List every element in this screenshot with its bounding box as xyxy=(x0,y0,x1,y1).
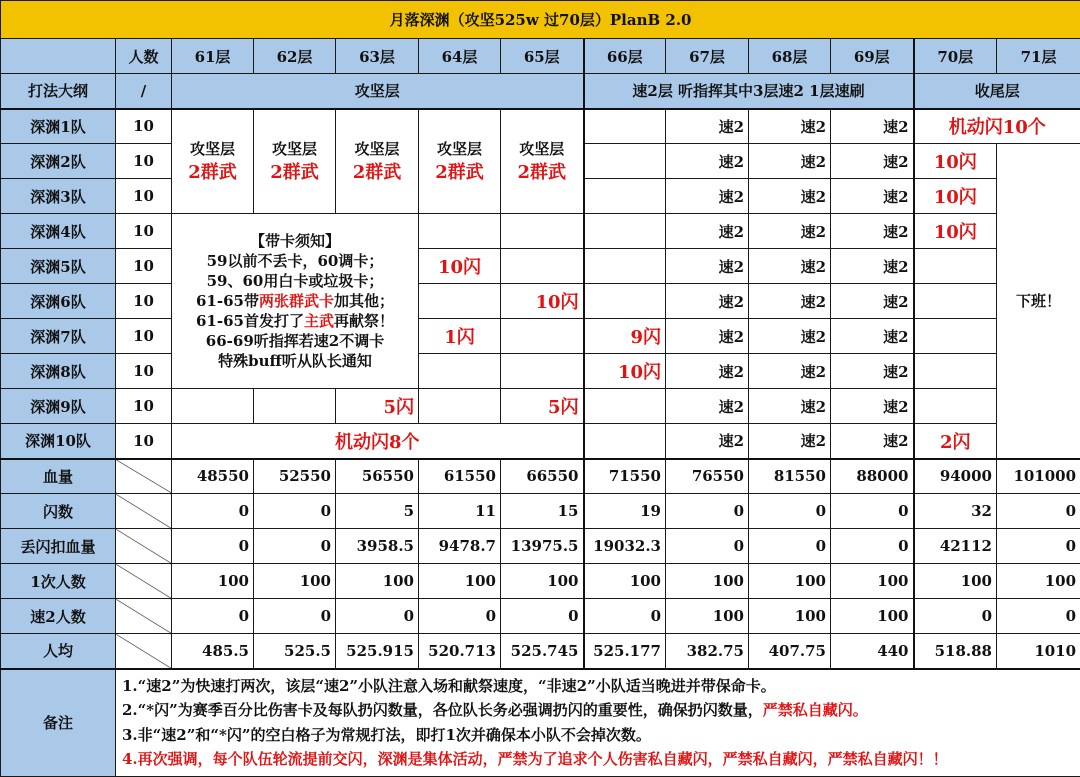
diagonal-cell xyxy=(116,494,172,529)
speed-cell: 速2 xyxy=(666,249,749,284)
cell xyxy=(584,144,666,179)
cell xyxy=(501,354,584,389)
assault-card: 2群武 xyxy=(353,162,402,183)
stat-value: 81550 xyxy=(749,459,831,494)
speed-cell: 速2 xyxy=(749,389,831,424)
stat-value: 9478.7 xyxy=(419,529,501,564)
stat-label: 丢闪扣血量 xyxy=(1,529,116,564)
assault-card: 2群武 xyxy=(270,162,319,183)
stat-value: 525.5 xyxy=(254,634,336,669)
stat-value: 100 xyxy=(749,599,831,634)
speed-cell: 速2 xyxy=(666,214,749,249)
flash-cell: 5闪 xyxy=(501,389,584,424)
corner-cell xyxy=(1,39,116,74)
team-count: 10 xyxy=(116,284,172,319)
stat-value: 100 xyxy=(749,564,831,599)
team-count: 10 xyxy=(116,249,172,284)
stat-value: 42112 xyxy=(914,529,997,564)
speed-cell: 速2 xyxy=(831,389,914,424)
cell xyxy=(254,389,336,424)
stat-value: 100 xyxy=(831,564,914,599)
floor-header: 63层 xyxy=(336,39,419,74)
floor-header: 70层 xyxy=(914,39,997,74)
stat-value: 520.713 xyxy=(419,634,501,669)
stat-value: 440 xyxy=(831,634,914,669)
plan-speed: 速2层 听指挥其中3层速2 1层速刷 xyxy=(584,74,914,109)
stat-value: 0 xyxy=(831,529,914,564)
speed-cell: 速2 xyxy=(666,179,749,214)
stat-value: 0 xyxy=(254,599,336,634)
team-count: 10 xyxy=(116,424,172,459)
team-label: 深渊3队 xyxy=(1,179,116,214)
stat-label: 血量 xyxy=(1,459,116,494)
cell xyxy=(914,354,997,389)
floor-header: 69层 xyxy=(831,39,914,74)
speed-cell: 速2 xyxy=(666,389,749,424)
stat-value: 485.5 xyxy=(172,634,254,669)
speed-cell: 速2 xyxy=(666,109,749,144)
speed-cell: 速2 xyxy=(666,144,749,179)
stat-value: 0 xyxy=(997,494,1080,529)
assault-label: 攻坚层 xyxy=(519,140,564,158)
stat-value: 66550 xyxy=(501,459,584,494)
cell xyxy=(419,389,501,424)
notes-label: 备注 xyxy=(1,669,116,777)
stat-value: 382.75 xyxy=(666,634,749,669)
stat-value: 0 xyxy=(172,529,254,564)
stat-value: 0 xyxy=(749,494,831,529)
stat-value: 94000 xyxy=(914,459,997,494)
stat-value: 48550 xyxy=(172,459,254,494)
plan-assault: 攻坚层 xyxy=(172,74,584,109)
floor-header: 68层 xyxy=(749,39,831,74)
stats-section xyxy=(1,459,1080,669)
team-label: 深渊9队 xyxy=(1,389,116,424)
stat-value: 100 xyxy=(666,564,749,599)
stat-label: 人均 xyxy=(1,634,116,669)
stat-value: 0 xyxy=(997,529,1080,564)
floor-header: 64层 xyxy=(419,39,501,74)
stat-value: 0 xyxy=(914,599,997,634)
stat-value: 100 xyxy=(336,564,419,599)
stat-value: 61550 xyxy=(419,459,501,494)
stat-value: 0 xyxy=(584,599,666,634)
speed-cell: 速2 xyxy=(749,354,831,389)
team-count: 10 xyxy=(116,144,172,179)
stat-value: 525.177 xyxy=(584,634,666,669)
team-label: 深渊2队 xyxy=(1,144,116,179)
stat-value: 88000 xyxy=(831,459,914,494)
note-line: 1.“速2”为快速打两次，该层“速2”小队注意入场和献祭速度，“非速2”小队适当晚进并带保命卡。 xyxy=(122,674,1074,699)
stat-value: 0 xyxy=(419,599,501,634)
stat-value: 71550 xyxy=(584,459,666,494)
off-cell: 下班！ xyxy=(997,144,1080,459)
stat-value: 19 xyxy=(584,494,666,529)
cell xyxy=(419,214,501,249)
team-label: 深渊7队 xyxy=(1,319,116,354)
team-label: 深渊4队 xyxy=(1,214,116,249)
speed-cell: 速2 xyxy=(666,284,749,319)
flash-cell: 1闪 xyxy=(419,319,501,354)
flash-cell: 10闪 xyxy=(419,249,501,284)
stat-value: 0 xyxy=(749,529,831,564)
team-label: 深渊6队 xyxy=(1,284,116,319)
flash-cell: 10闪 xyxy=(914,144,997,179)
floor-header: 71层 xyxy=(997,39,1080,74)
cell xyxy=(584,179,666,214)
cell xyxy=(501,319,584,354)
diagonal-cell xyxy=(116,529,172,564)
assault-cell xyxy=(336,109,419,214)
diagonal-cell xyxy=(116,564,172,599)
team-count: 10 xyxy=(116,214,172,249)
stat-label: 1次人数 xyxy=(1,564,116,599)
note-line: 2.“*闪”为赛季百分比伤害卡及每队扔闪数量，各位队长务必强调扔闪的重要性，确保扔闪数量，严禁私自藏闪。 xyxy=(122,698,1074,723)
speed-cell: 速2 xyxy=(831,249,914,284)
stat-value: 0 xyxy=(666,529,749,564)
card-notice xyxy=(172,214,419,389)
stat-value: 100 xyxy=(666,599,749,634)
diagonal-cell xyxy=(116,459,172,494)
assault-cell xyxy=(172,109,254,214)
stat-value: 407.75 xyxy=(749,634,831,669)
team-count: 10 xyxy=(116,389,172,424)
stat-value: 0 xyxy=(172,494,254,529)
flash-cell: 10闪 xyxy=(914,214,997,249)
cell xyxy=(914,249,997,284)
speed-cell: 速2 xyxy=(749,284,831,319)
cell xyxy=(584,214,666,249)
speed-cell: 速2 xyxy=(749,144,831,179)
flash-cell: 5闪 xyxy=(336,389,419,424)
stat-value: 100 xyxy=(501,564,584,599)
speed-cell: 速2 xyxy=(666,319,749,354)
speed-cell: 速2 xyxy=(749,109,831,144)
floor-header: 65层 xyxy=(501,39,584,74)
cell xyxy=(584,109,666,144)
speed-cell: 速2 xyxy=(831,109,914,144)
cell xyxy=(584,284,666,319)
stat-value: 0 xyxy=(666,494,749,529)
team-label: 深渊8队 xyxy=(1,354,116,389)
speed-cell: 速2 xyxy=(749,319,831,354)
notice-line: 61-65带两张群武卡加其他； xyxy=(172,291,418,311)
diagonal-cell xyxy=(116,599,172,634)
floor-header: 61层 xyxy=(172,39,254,74)
notice-title: 【带卡须知】 xyxy=(172,231,418,251)
assault-label: 攻坚层 xyxy=(354,140,399,158)
team-label: 深渊10队 xyxy=(1,424,116,459)
team-count: 10 xyxy=(116,179,172,214)
team-count: 10 xyxy=(116,109,172,144)
notice-line: 66-69听指挥若速2不调卡 xyxy=(172,331,418,351)
speed-cell: 速2 xyxy=(831,284,914,319)
assault-cell xyxy=(419,109,501,214)
count-header: 人数 xyxy=(116,39,172,74)
speed-cell: 速2 xyxy=(749,179,831,214)
speed-cell: 速2 xyxy=(666,354,749,389)
cell xyxy=(419,354,501,389)
stat-value: 518.88 xyxy=(914,634,997,669)
stat-value: 525.915 xyxy=(336,634,419,669)
stat-value: 19032.3 xyxy=(584,529,666,564)
stat-value: 52550 xyxy=(254,459,336,494)
speed-cell: 速2 xyxy=(831,354,914,389)
cell xyxy=(501,249,584,284)
stat-value: 100 xyxy=(997,564,1080,599)
team-count: 10 xyxy=(116,354,172,389)
diagonal-cell xyxy=(116,634,172,669)
speed-cell: 速2 xyxy=(831,179,914,214)
notes-cell xyxy=(116,669,1080,777)
team-label: 深渊5队 xyxy=(1,249,116,284)
notice-line: 59以前不丢卡，60调卡； xyxy=(172,251,418,271)
speed-cell: 速2 xyxy=(749,214,831,249)
stat-value: 525.745 xyxy=(501,634,584,669)
stat-value: 0 xyxy=(254,529,336,564)
assault-label: 攻坚层 xyxy=(190,140,235,158)
cell xyxy=(419,284,501,319)
flash-cell: 10闪 xyxy=(501,284,584,319)
speed-cell: 速2 xyxy=(749,424,831,459)
cell xyxy=(914,389,997,424)
cell xyxy=(584,424,666,459)
assault-cell xyxy=(254,109,336,214)
flash-cell: 9闪 xyxy=(584,319,666,354)
team-label: 深渊1队 xyxy=(1,109,116,144)
stat-value: 100 xyxy=(914,564,997,599)
stat-value: 100 xyxy=(172,564,254,599)
floor-header: 67层 xyxy=(666,39,749,74)
plan-final: 收尾层 xyxy=(914,74,1080,109)
cell xyxy=(914,284,997,319)
speed-cell: 速2 xyxy=(749,249,831,284)
stat-value: 32 xyxy=(914,494,997,529)
stat-label: 闪数 xyxy=(1,494,116,529)
assault-card: 2群武 xyxy=(517,162,566,183)
stat-value: 0 xyxy=(254,494,336,529)
speed-cell: 速2 xyxy=(831,319,914,354)
stat-value: 0 xyxy=(336,599,419,634)
plan-label: 打法大纲 xyxy=(1,74,116,109)
note-line: 4.再次强调，每个队伍轮流提前交闪，深渊是集体活动，严禁为了追求个人伤害私自藏闪，严禁私自藏闪，严禁私自藏闪！！ xyxy=(122,747,1074,772)
stat-value: 0 xyxy=(501,599,584,634)
mobile-flash-10: 机动闪10个 xyxy=(914,109,1080,144)
stat-value: 0 xyxy=(997,599,1080,634)
cell xyxy=(172,389,254,424)
stat-value: 5 xyxy=(336,494,419,529)
assault-card: 2群武 xyxy=(188,162,237,183)
stat-value: 1010 xyxy=(997,634,1080,669)
stat-label: 速2人数 xyxy=(1,599,116,634)
stat-value: 0 xyxy=(831,494,914,529)
assault-cell xyxy=(501,109,584,214)
stat-value: 3958.5 xyxy=(336,529,419,564)
mobile-flash-8: 机动闪8个 xyxy=(172,424,584,459)
speed-cell: 速2 xyxy=(831,424,914,459)
floor-header: 66层 xyxy=(584,39,666,74)
stat-value: 13975.5 xyxy=(501,529,584,564)
notice-line: 特殊buff听从队长通知 xyxy=(172,351,418,371)
speed-cell: 速2 xyxy=(831,214,914,249)
assault-label: 攻坚层 xyxy=(437,140,482,158)
flash-cell: 2闪 xyxy=(914,424,997,459)
note-line: 3.非“速2”和“*闪”的空白格子为常规打法，即打1次并确保本小队不会掉次数。 xyxy=(122,723,1074,748)
plan-count: / xyxy=(116,74,172,109)
cell xyxy=(914,319,997,354)
stat-value: 100 xyxy=(584,564,666,599)
cell xyxy=(501,214,584,249)
speed-cell: 速2 xyxy=(666,424,749,459)
assault-card: 2群武 xyxy=(435,162,484,183)
stat-value: 56550 xyxy=(336,459,419,494)
stat-value: 100 xyxy=(254,564,336,599)
speed-cell: 速2 xyxy=(831,144,914,179)
stat-value: 11 xyxy=(419,494,501,529)
team-count: 10 xyxy=(116,319,172,354)
stat-value: 101000 xyxy=(997,459,1080,494)
cell xyxy=(584,249,666,284)
notice-line: 59、60用白卡或垃圾卡； xyxy=(172,271,418,291)
stat-value: 15 xyxy=(501,494,584,529)
stat-value: 100 xyxy=(419,564,501,599)
floor-header: 62层 xyxy=(254,39,336,74)
notice-line: 61-65首发打了主武再献祭！ xyxy=(172,311,418,331)
flash-cell: 10闪 xyxy=(914,179,997,214)
flash-cell: 10闪 xyxy=(584,354,666,389)
assault-label: 攻坚层 xyxy=(272,140,317,158)
page-title: 月落深渊（攻坚525w 过70层）PlanB 2.0 xyxy=(1,1,1080,39)
stat-value: 100 xyxy=(831,599,914,634)
cell xyxy=(584,389,666,424)
stat-value: 0 xyxy=(172,599,254,634)
stat-value: 76550 xyxy=(666,459,749,494)
